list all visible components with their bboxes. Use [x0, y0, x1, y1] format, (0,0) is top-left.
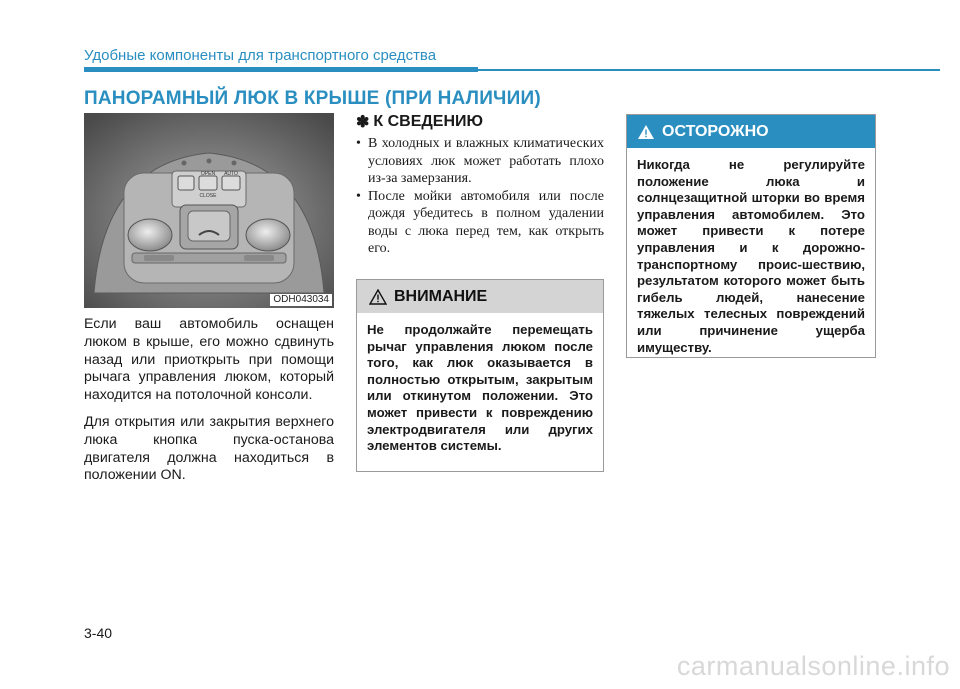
bullet-icon: •	[356, 136, 361, 151]
header-rule-thick	[84, 67, 478, 72]
header-rule-thin	[478, 69, 940, 71]
info-heading-text: К СВЕДЕНИЮ	[373, 113, 484, 130]
page-number: 3-40	[84, 625, 113, 641]
info-note	[356, 112, 604, 258]
open-label: OPEN	[200, 171, 216, 177]
info-heading	[356, 112, 604, 132]
figure-code: ODH043034	[270, 294, 332, 306]
list-item	[356, 135, 604, 188]
close-label: CLOSE	[199, 193, 217, 199]
auto-label: AUTO	[224, 171, 238, 177]
info-list	[356, 135, 604, 258]
info-item-text: После мойки автомобиля или после дождя убедитесь в полном удалении воды с люка перед тем, как открыть его.	[368, 188, 604, 256]
caution-heading: ОСТОРОЖНО	[662, 122, 769, 140]
overhead-console-photo	[84, 113, 334, 308]
warning-text: Не продолжайте перемещать рычаг управления люком после того, как люк оказывается в полностью открытым, закрытым или откинутом положении. Это может привести к повреждению электродвигателя или других элементов системы.	[367, 322, 593, 454]
page-title: ПАНОРАМНЫЙ ЛЮК В КРЫШЕ (ПРИ НАЛИЧИИ)	[84, 88, 541, 109]
caution-box	[626, 114, 876, 358]
section-header: Удобные компоненты для транспортного средства	[84, 47, 437, 64]
list-item	[356, 188, 604, 258]
caution-text: Никогда не регулируйте положение люка и солнцезащитной шторки во время управления автомобилем. Это может привести к потере управления и к дорожно-транспортному проис-шествию, результатом которого может быть гибель людей, нанесение тяжелых телесных повреждений или причинение ущерба имуществу.	[637, 157, 865, 355]
intro-paragraph: Если ваш автомобиль оснащен люком в крыше, его можно сдвинуть назад или приоткрыть при помощи рычага управления люком, который находится на потолочной консоли.	[84, 316, 334, 404]
asterisk-icon: ✽	[356, 114, 370, 131]
ignition-paragraph: Для открытия или закрытия верхнего люка кнопка пуска-останова двигателя должна находиться в положении ON.	[84, 414, 334, 484]
warning-header	[357, 280, 603, 313]
overhead-console-illustration	[84, 113, 334, 308]
watermark: carmanualsonline.info	[676, 651, 950, 681]
warning-triangle-icon	[637, 124, 655, 140]
bullet-icon: •	[356, 188, 361, 204]
caution-header	[627, 115, 875, 148]
warning-box	[356, 279, 604, 472]
warning-triangle-icon	[369, 289, 387, 305]
warning-heading: ВНИМАНИЕ	[394, 287, 488, 305]
info-item-text: В холодных и влажных климатических условиях люк может работать плохо из-за замерзания.	[368, 136, 604, 186]
